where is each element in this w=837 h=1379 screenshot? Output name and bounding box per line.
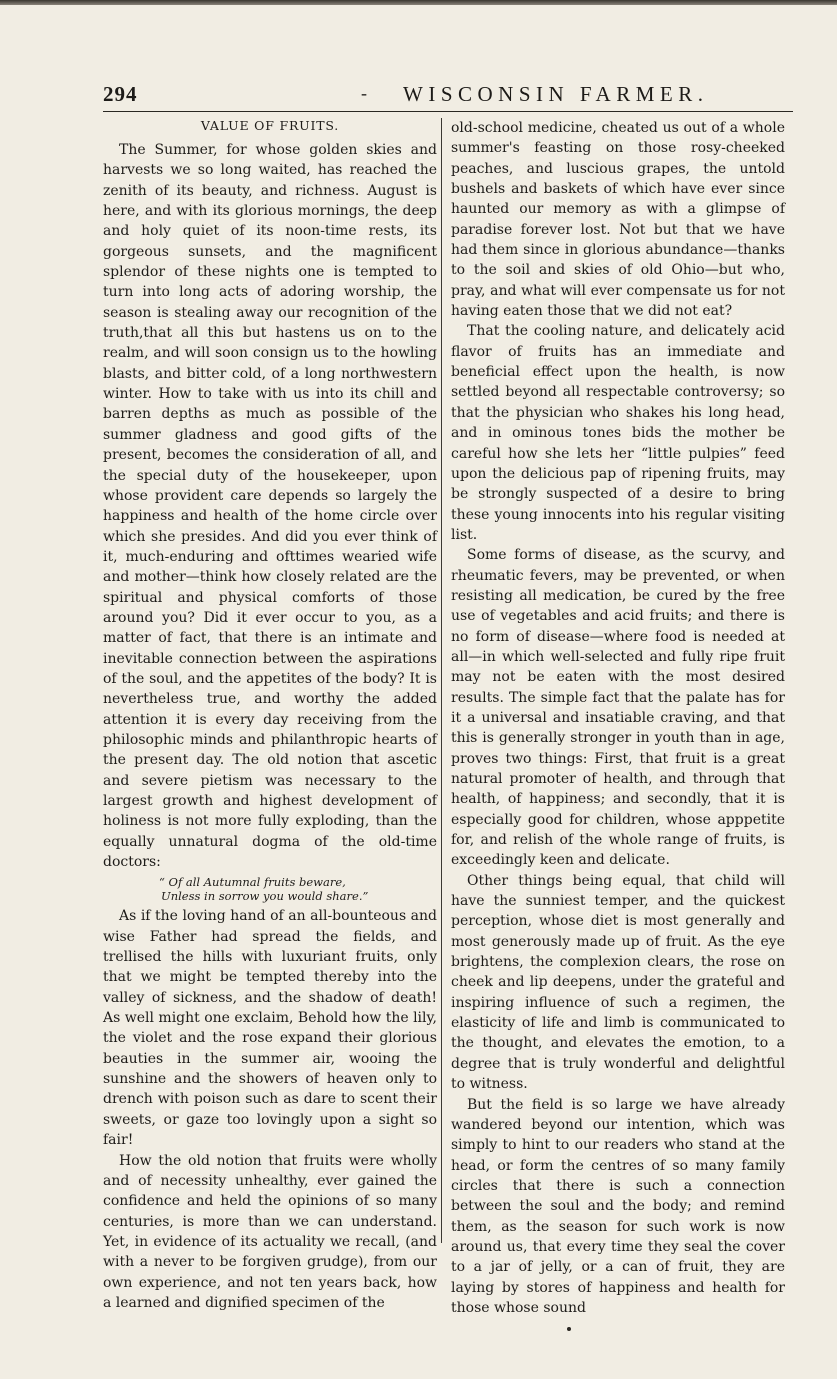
page-number: 294 <box>103 82 138 106</box>
left-column <box>103 118 437 1313</box>
paragraph: That the cooling nature, and delicately acid flavor of fruits has an immediate and beneficial effect upon the health, is now settled beyond all respectable controversy; so that the physician who shakes his long head, and in ominous tones bids the mother be careful how she lets her “little pulpies” feed upon the delicious pap of ripening fruits, may be strongly suspected of a desire to bring these young innocents into his regular visiting list. <box>451 323 785 543</box>
paragraph: But the field is so large we have already wandered beyond our intention, which was simply to hint to our readers who stand at the head, or form the centres of so many family circles that there is such a connection between the soul and the body; and remind them, as the season for such work is now around us, that every time they seal the cover to a jar of jelly, or a can of fruit, they are laying by stores of happiness and health for those whose sound <box>451 1096 785 1316</box>
verse-line: “ Of all Autumnal fruits beware, <box>159 875 346 890</box>
header-rule <box>103 111 793 112</box>
paragraph: The Summer, for whose golden skies and harvests we so long waited, has reached the zenith of its beauty, and richness. August is here, and with its glorious mornings, the deep and holy quiet of its noon-time rests, its gorgeous sunsets, and the magnificent splendor of these nights one is tempted to turn into long acts of adoring worship, the season is stealing away our recognition of the truth,that all this but hastens us on to the realm, and will soon consign us to the howling blasts, and bitter cold, of a long northwestern winter. How to take with us into its chill and barren depths as much as possible of the summer gladness and good gifts of the present, becomes the consideration of all, and the special duty of the housekeeper, upon whose provident care depends so largely the happiness and health of the home circle over which she presides. And did you ever think of it, much-enduring and ofttimes wearied wife and mother—think how closely related are the spiritual and physical comforts of those around you? Did it ever occur to you, as a matter of fact, that there is an intimate and inevitable connection between the aspirations of the soul, and the appetites of the body? It is nevertheless true, and worthy the added attention it is every day receiving from the philosophic minds and philanthropic hearts of the present day. The old notion that ascetic and severe pietism was necessary to the largest growth and highest development of holiness is not more fully exploding, than the equally unnatural dogma of the old-time doctors: <box>103 142 437 871</box>
paragraph: Other things being equal, that child will have the sunniest temper, and the quickest perception, whose diet is most generally and most generously made up of fruit. As the eye brightens, the complexion clears, the rose on cheek and lip deepens, under the grateful and inspiring influence of such a regimen, the elasticity of life and limb is communicated to the thought, and elevates the emotion, to a degree that is truly wonderful and delightful to witness. <box>451 872 785 1093</box>
header-separator: - <box>361 83 367 103</box>
verse-quote <box>159 875 437 903</box>
paragraph: As if the loving hand of an all-bounteous and wise Father had spread the fields, and trellised the hills with luxuriant fruits, only that we might be tempted thereby into the valley of sickness, and the shadow of death! As well might one exclaim, Behold how the lily, the violet and the rose expand their glorious beauties in the summer air, wooing the sunshine and the showers of heaven only to drench with poison such as dare to scent their sweets, or gaze too lovingly upon a sight so fair! <box>103 908 438 1149</box>
paragraph: How the old notion that fruits were wholly and of necessity unhealthy, ever gained the confidence and held the opinions of so many centuries, is more than we can understand. Yet, in evidence of its actuality we recall, (and with a never to be forgiven grudge), from our own experience, and not ten years back, how a learned and dignified specimen of the <box>103 1152 437 1311</box>
column-divider <box>441 118 442 1243</box>
verse-line: Unless in sorrow you would share.” <box>161 889 369 904</box>
article-title: VALUE OF FRUITS. <box>200 118 340 133</box>
paragraph: Some forms of disease, as the scurvy, and rheumatic fevers, may be prevented, or when resisting all medication, be cured by the free use of vegetables and acid fruits; and there is no form of disease—where food is needed at all—in which well-selected and fully ripe fruit may not be eaten with the most desired results. The simple fact that the palate has for it a universal and insatiable craving, and that this is generally stronger in youth than in age, proves two things: First, that fruit is a great natural promoter of health, and through that health, of happiness; and secondly, that it is especially good for children, whose apppetite for, and relish of the whole range of fruits, is exceedingly keen and delicate. <box>451 547 785 869</box>
ink-speck <box>567 1327 571 1331</box>
paragraph: old-school medicine, cheated us out of a whole summer's feasting on those rosy-cheeked peaches, and luscious grapes, the untold bushels and baskets of which have ever since haunted our memory as with a glimpse of paradise forever lost. Not but that we have had them since in glorious abundance—thanks to the soil and skies of old Ohio—but who, pray, and what will ever compensate us for not having eaten those that we did not eat? <box>451 120 785 320</box>
page-top-edge <box>0 0 837 5</box>
running-title: WISCONSIN FARMER. <box>403 82 709 106</box>
right-column <box>451 118 785 1318</box>
page-header <box>103 82 793 112</box>
